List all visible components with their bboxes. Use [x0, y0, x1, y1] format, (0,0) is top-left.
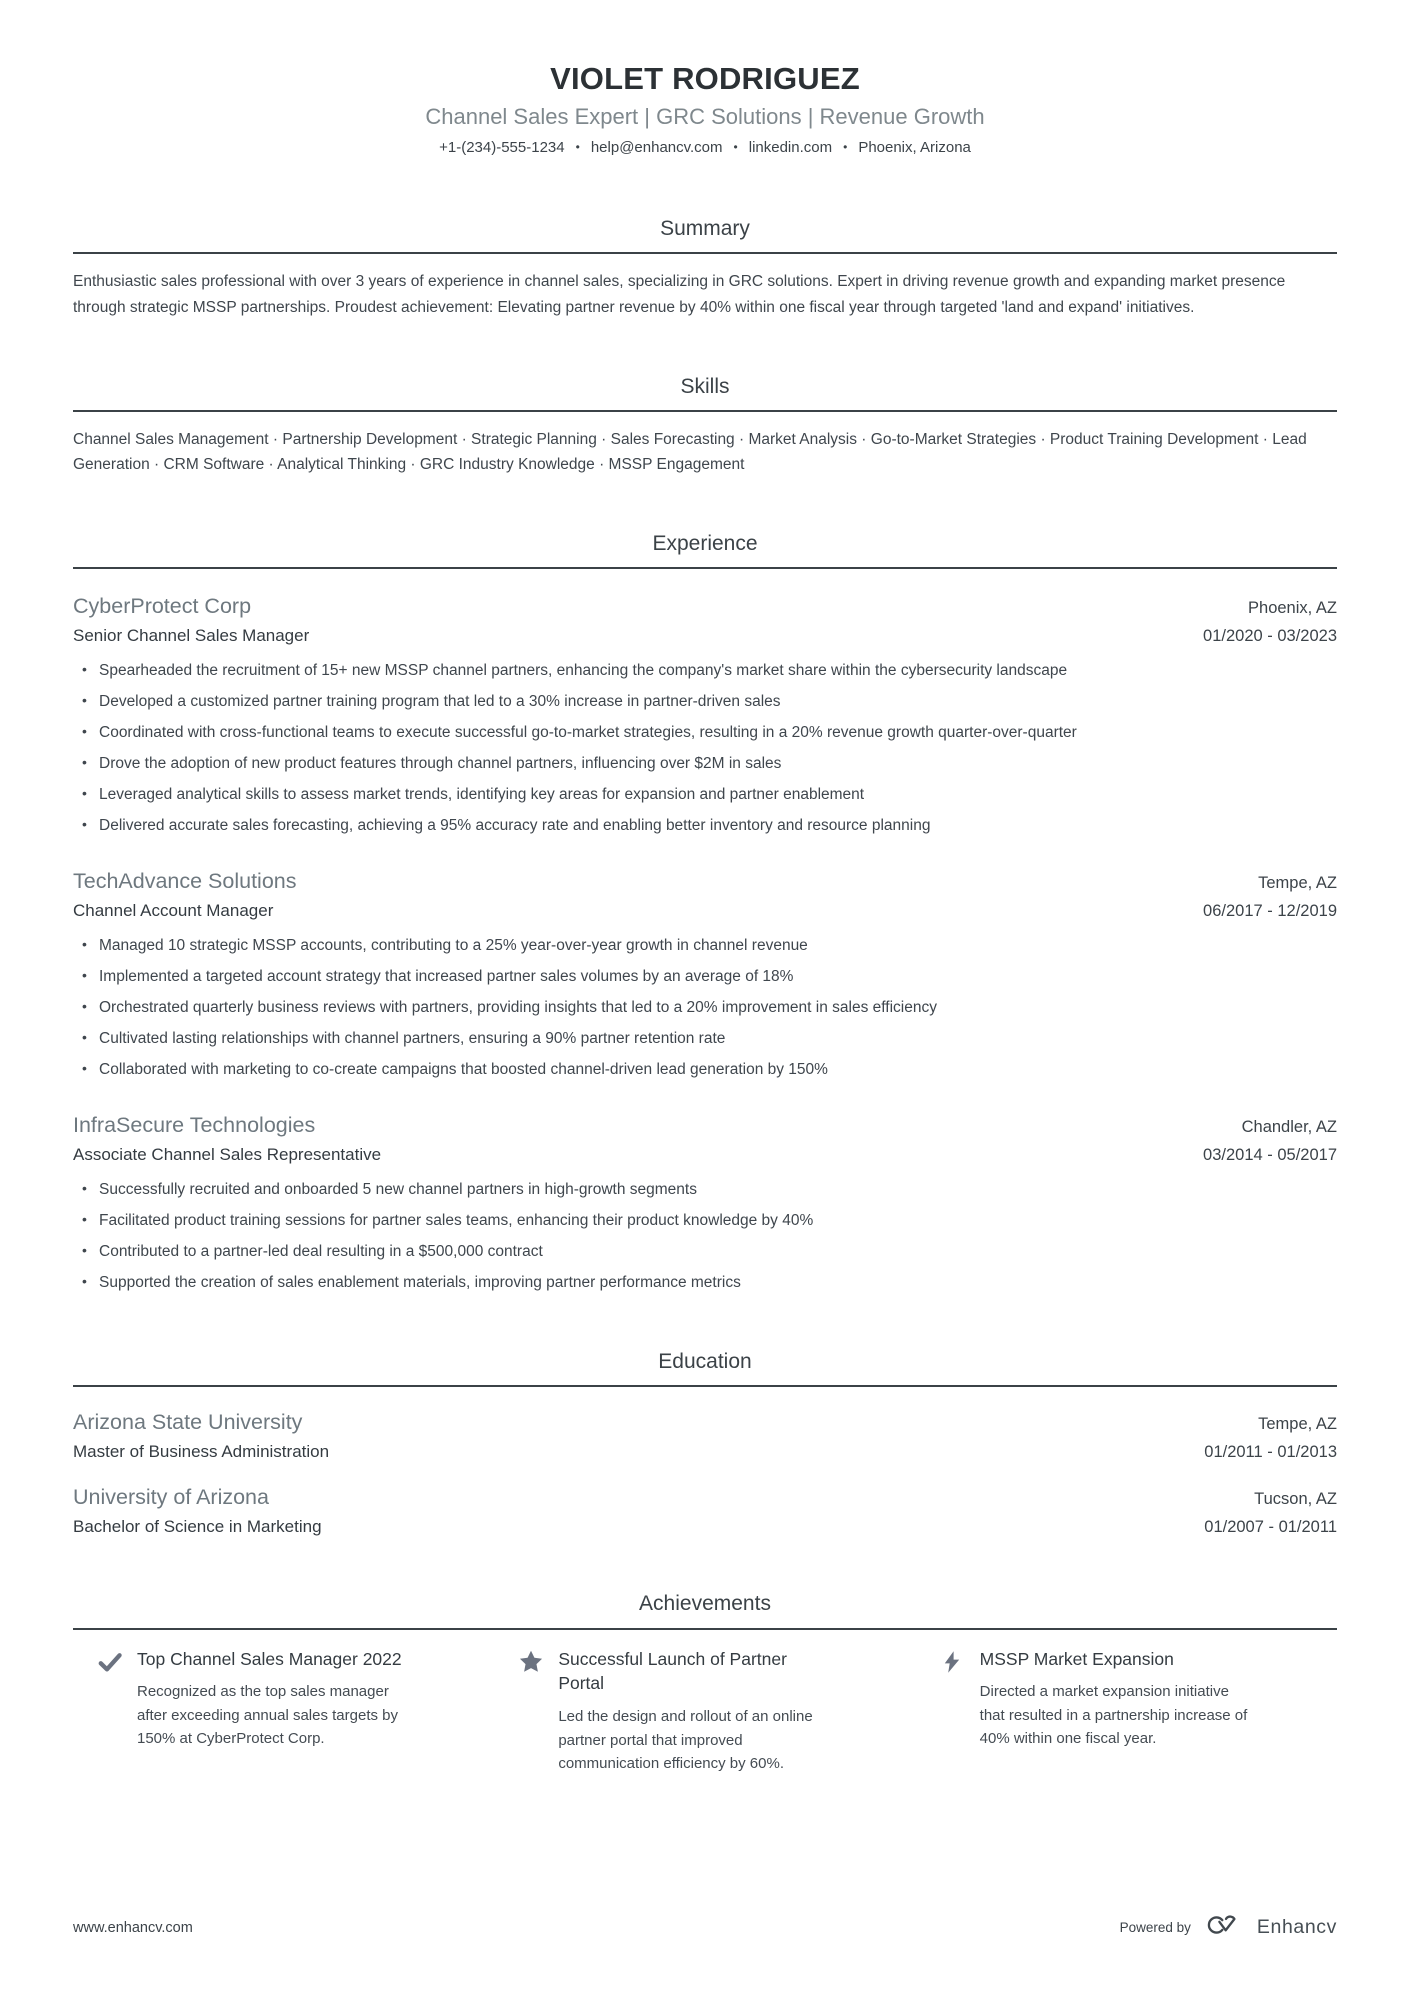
section-summary — [73, 216, 1337, 319]
achievement-title: Top Channel Sales Manager 2022 — [137, 1648, 402, 1669]
enhancv-brand-text: Enhancv — [1256, 1916, 1337, 1938]
company-location: Phoenix, AZ — [1248, 599, 1337, 618]
bullet-item: • Developed a customized partner training program that led to a 30% increase in partner-driven sales — [73, 690, 1337, 714]
section-skills — [73, 374, 1337, 477]
school-location: Tucson, AZ — [1254, 1490, 1337, 1509]
email-link[interactable]: help@enhancv.com — [590, 139, 723, 157]
job-title: Associate Channel Sales Representative — [73, 1145, 382, 1165]
bullet-item: • Successfully recruited and onboarded 5 new channel partners in high-growth segments — [73, 1178, 1337, 1202]
job-title: Channel Account Manager — [73, 901, 274, 921]
achievement-description: Recognized as the top sales manager after exceeding annual sales targets by 150% at CyberProtect Corp. — [137, 1683, 398, 1748]
dot-separator: • — [575, 140, 580, 155]
experience-item — [73, 593, 1337, 838]
skills-text: Channel Sales Management · Partnership Development · Strategic Planning · Sales Forecasting · Market Analysis · Go-to-Market Strategies · Product Training Development · Lead Generation · CRM Software · Analytical Thinking · GRC Industry Knowledge · MSSP Engagement — [73, 430, 1307, 473]
section-divider — [73, 1385, 1337, 1387]
education-section-title: Education — [658, 1350, 752, 1374]
bullet-item: • Delivered accurate sales forecasting, achieving a 95% accuracy rate and enabling better inventory and resource planning — [73, 814, 1337, 838]
dot-separator: • — [733, 140, 738, 155]
section-achievements — [73, 1591, 1337, 1775]
company-name: TechAdvance Solutions — [73, 869, 297, 894]
person-name: VIOLET RODRIGUEZ — [550, 61, 860, 96]
contact-bar — [73, 139, 1337, 156]
achievement-title: Successful Launch of Partner Portal — [558, 1648, 787, 1694]
achievement-description: Directed a market expansion initiative that resulted in a partnership increase of 40% within one fiscal year. — [979, 1683, 1248, 1748]
bullet-item: • Managed 10 strategic MSSP accounts, contributing to a 25% year-over-year growth in channel revenue — [73, 934, 1337, 958]
bullet-item: • Facilitated product training sessions for partner sales teams, enhancing their product knowledge by 40% — [73, 1209, 1337, 1233]
summary-text: Enthusiastic sales professional with over 3 years of experience in channel sales, specializing in GRC solutions. Expert in driving revenue growth and expanding market presence through strategic MSSP partnerships. Proudest achievement: Elevating partner revenue by 40% within one fiscal year through targeted 'land and expand' initiatives. — [73, 273, 1286, 316]
achievement-description: Led the design and rollout of an online partner portal that improved communication efficiency by 60%. — [558, 1708, 813, 1772]
education-subheader-row — [73, 1442, 1337, 1462]
headline: Channel Sales Expert | GRC Solutions | Revenue Growth — [425, 103, 985, 129]
experience-subheader-row — [73, 1145, 1337, 1165]
linkedin-link[interactable]: linkedin.com — [748, 139, 833, 157]
experience-header-row — [73, 1112, 1337, 1140]
job-bullets — [73, 1178, 1337, 1295]
company-location: Tempe, AZ — [1258, 874, 1337, 893]
check-icon — [97, 1649, 123, 1675]
section-divider — [73, 410, 1337, 412]
job-dates: 03/2014 - 05/2017 — [1203, 1146, 1337, 1165]
star-icon — [518, 1649, 544, 1675]
achievement-item — [494, 1647, 915, 1776]
education-header-row — [73, 1409, 1337, 1437]
degree-name: Master of Business Administration — [73, 1442, 330, 1462]
bullet-item: • Spearheaded the recruitment of 15+ new MSSP channel partners, enhancing the company's market share within the cybersecurity landscape — [73, 659, 1337, 683]
location-text: Phoenix, Arizona — [858, 139, 971, 157]
experience-section-title: Experience — [652, 532, 758, 556]
achievements-section-title: Achievements — [639, 1592, 771, 1616]
bullet-item: • Cultivated lasting relationships with channel partners, ensuring a 90% partner retention rate — [73, 1027, 1337, 1051]
enhancv-logo-icon — [1204, 1912, 1244, 1943]
school-location: Tempe, AZ — [1258, 1415, 1337, 1434]
education-item — [73, 1409, 1337, 1462]
job-bullets — [73, 659, 1337, 838]
bullet-item: • Implemented a targeted account strategy that increased partner sales volumes by an average of 18% — [73, 965, 1337, 989]
education-header-row — [73, 1484, 1337, 1512]
job-bullets — [73, 934, 1337, 1082]
page-footer — [73, 1912, 1337, 1943]
bullet-item: • Coordinated with cross-functional teams to execute successful go-to-market strategies, resulting in a 20% revenue growth quarter-over-quarter — [73, 721, 1337, 745]
experience-item — [73, 1112, 1337, 1295]
bullet-item: • Collaborated with marketing to co-create campaigns that boosted channel-driven lead generation by 150% — [73, 1058, 1337, 1082]
resume-header — [73, 62, 1337, 156]
experience-header-row — [73, 593, 1337, 621]
degree-dates: 01/2007 - 01/2011 — [1204, 1518, 1337, 1537]
company-name: InfraSecure Technologies — [73, 1113, 316, 1138]
powered-by[interactable] — [1120, 1912, 1337, 1943]
experience-item — [73, 868, 1337, 1082]
degree-name: Bachelor of Science in Marketing — [73, 1517, 322, 1537]
summary-section-title: Summary — [660, 217, 750, 241]
footer-website-link[interactable]: www.enhancv.com — [73, 1919, 193, 1936]
powered-by-label: Powered by — [1119, 1920, 1191, 1935]
education-item — [73, 1484, 1337, 1537]
bullet-item: • Leveraged analytical skills to assess market trends, identifying key areas for expansion and partner enablement — [73, 783, 1337, 807]
school-name: Arizona State University — [73, 1410, 303, 1435]
section-experience — [73, 531, 1337, 1295]
bullet-item: • Contributed to a partner-led deal resulting in a $500,000 contract — [73, 1240, 1337, 1264]
job-dates: 06/2017 - 12/2019 — [1203, 902, 1337, 921]
degree-dates: 01/2011 - 01/2013 — [1204, 1443, 1337, 1462]
experience-subheader-row — [73, 901, 1337, 921]
bullet-item: • Drove the adoption of new product features through channel partners, influencing over $2M in sales — [73, 752, 1337, 776]
section-divider — [73, 567, 1337, 569]
skills-section-title: Skills — [680, 374, 730, 398]
lightning-icon — [940, 1649, 966, 1675]
bullet-item: • Supported the creation of sales enablement materials, improving partner performance metrics — [73, 1271, 1337, 1295]
achievement-item — [916, 1647, 1337, 1776]
section-education — [73, 1349, 1337, 1537]
section-divider — [73, 1628, 1337, 1630]
job-dates: 01/2020 - 03/2023 — [1203, 627, 1337, 646]
achievement-item — [73, 1647, 494, 1776]
company-name: CyberProtect Corp — [73, 594, 252, 619]
experience-header-row — [73, 868, 1337, 896]
bullet-item: • Orchestrated quarterly business reviews with partners, providing insights that led to a 20% improvement in sales efficiency — [73, 996, 1337, 1020]
school-name: University of Arizona — [73, 1485, 269, 1510]
achievements-grid — [73, 1647, 1337, 1776]
section-divider — [73, 252, 1337, 254]
company-location: Chandler, AZ — [1241, 1118, 1337, 1137]
education-subheader-row — [73, 1517, 1337, 1537]
experience-subheader-row — [73, 626, 1337, 646]
phone-number: +1-(234)-555-1234 — [439, 139, 565, 157]
achievement-title: MSSP Market Expansion — [979, 1648, 1174, 1669]
job-title: Senior Channel Sales Manager — [73, 626, 310, 646]
dot-separator: • — [843, 140, 848, 155]
